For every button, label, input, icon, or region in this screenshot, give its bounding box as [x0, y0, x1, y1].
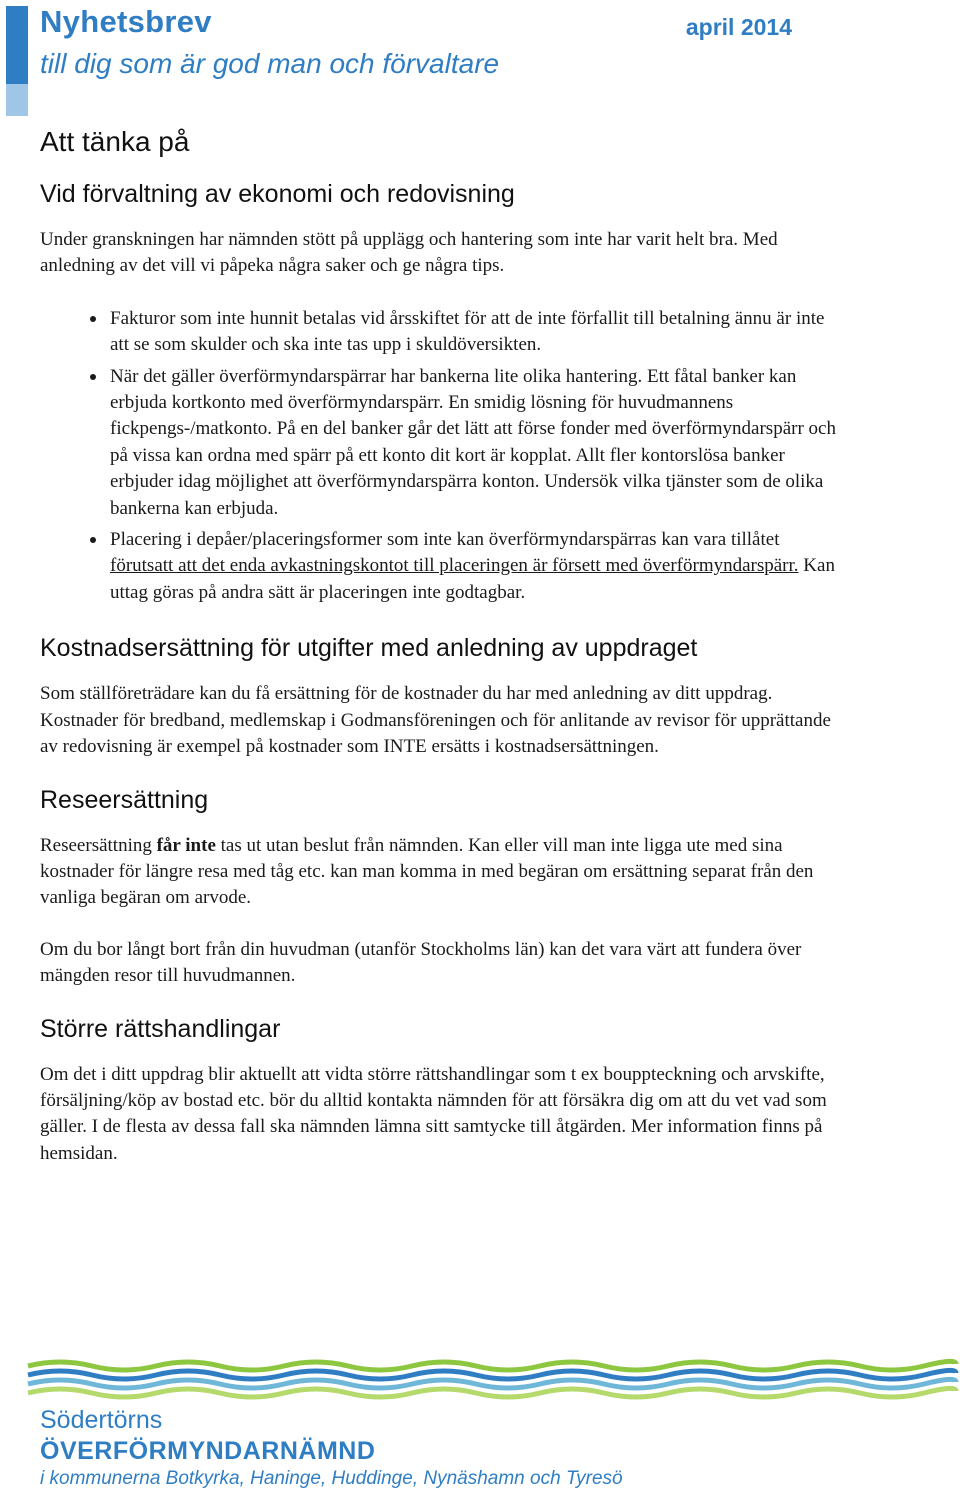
header-accent-bar	[6, 6, 28, 116]
text-span: tas ut utan beslut från nämnden. Kan eller vill man inte ligga ute med sina kostnader för längre resa med tåg etc. kan man komma in med begäran om ersättning separat från den vanliga begäran om arvode.	[40, 834, 814, 909]
list-item-text: Placering i depåer/placeringsformer som inte kan överförmyndarspärras kan vara tillåtet	[110, 529, 780, 551]
newsletter-date: april 2014	[685, 14, 792, 40]
section-travel-text-1	[40, 833, 840, 912]
footer-org-line-2: ÖVERFÖRMYNDARNÄMND	[40, 1437, 376, 1465]
list-item: • När det gäller överförmyndarspärrar har bankerna lite olika hantering. Ett fåtal banker kan erbjuda kortkonto med överförmyndarspärr. En smidig lösning för huvudmannens fickpengs-/matkonto. På en del banker går det lätt att förse fonder med överförmyndarspärr och på vissa kan ordna med spärr på ett konto dit kort är kopplat. Allt fler kontorslösa banker erbjuder idag möjlighet att överförmyndarspärra konton. Undersök vilka tjänster som de olika bankerna kan erbjuda.	[108, 363, 840, 522]
section-expenses-text: Som ställföreträdare kan du få ersättning för de kostnader du har med anledning av ditt uppdrag. Kostnader för bredband, medlemskap i Godmansföreningen och för anlitande av revisor för upprättande av redovisning är exempel på kostnader som INTE ersätts i kostnadsersättningen.	[40, 683, 831, 758]
section-heading-legal: Större rättshandlingar	[40, 1014, 281, 1043]
section-legal-text: Om det i ditt uppdrag blir aktuellt att vidta större rättshandlingar som t ex bouppteckning och arvskifte, försäljning/köp av bostad etc. bör du alltid kontakta nämnden för att försäkra dig om att du vet vad som gäller. I de flesta av dessa fall ska nämnden lämna sitt samtycke till åtgärden. Mer information finns på hemsidan.	[40, 1063, 827, 1164]
section-finance-intro: Under granskningen har nämnden stött på upplägg och hantering som inte har varit helt bra. Med anledning av det vill vi påpeka några saker och ge några tips.	[40, 229, 778, 277]
footer-municipalities: i kommunerna Botkyrka, Haninge, Huddinge, Nynäshamn och Tyresö	[40, 1468, 623, 1489]
newsletter-title: Nyhetsbrev	[40, 4, 212, 39]
header-accent-bar-light	[6, 84, 28, 116]
wave-line	[28, 1361, 956, 1370]
footer	[0, 1356, 960, 1489]
document-body	[40, 126, 840, 1192]
list-item-text: Kan uttag göras på andra sätt är placeringen inte godtagbar.	[110, 555, 835, 603]
wave-line	[28, 1370, 956, 1379]
section-travel-text-2: Om du bor långt bort från din huvudman (utanför Stockholms län) kan det vara värt att fundera över mängden resor till huvudmannen.	[40, 938, 802, 987]
footer-org-line-1: Södertörns	[40, 1406, 163, 1434]
wave-line	[28, 1379, 956, 1388]
underlined-text: förutsatt att det enda avkastningskontot till placeringen är försett med överförmyndarspärr.	[110, 555, 799, 577]
list-item: • Fakturor som inte hunnit betalas vid årsskiftet för att de inte förfallit till betalning ännu är inte att se som skulder och ska inte tas upp i skuldöversikten.	[108, 305, 840, 359]
newsletter-subtitle: till dig som är god man och förvaltare	[40, 48, 500, 79]
wave-line	[28, 1388, 956, 1397]
section-heading-finance: Vid förvaltning av ekonomi och redovisning	[40, 180, 515, 208]
bold-text: får inte	[156, 834, 216, 856]
main-heading: Att tänka på	[40, 126, 190, 157]
finance-tips-list	[40, 305, 840, 606]
section-heading-expenses: Kostnadsersättning för utgifter med anledning av uppdraget	[40, 634, 698, 663]
text-span: Reseersättning	[40, 834, 157, 856]
section-heading-travel: Reseersättning	[40, 785, 209, 814]
wave-decoration	[0, 1356, 960, 1400]
list-item	[108, 526, 840, 606]
header-accent-bar-dark	[6, 6, 28, 84]
